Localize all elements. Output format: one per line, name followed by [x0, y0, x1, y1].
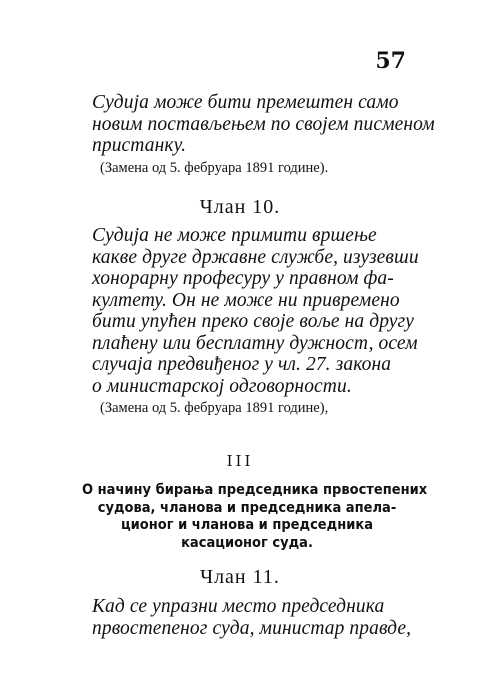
article-11-heading: Члан 11.: [200, 566, 280, 588]
article-11-body: [92, 596, 414, 639]
section-title-line: О начину бирања председника првостепених: [82, 482, 428, 498]
text-line: случаја предвиђеног у чл. 27. закона: [92, 354, 392, 375]
text-line: Судија не може примити вршење: [92, 225, 377, 246]
section-title-line: ционог и чланова и председника: [120, 517, 373, 533]
text-line: хонорарну професуру у правном фа-: [92, 268, 394, 289]
text-line: о министарској одговорности.: [92, 375, 352, 397]
page-number: 57: [375, 48, 406, 74]
section-numeral: III: [226, 452, 254, 470]
amendment-note-1: (Замена од 5. фебруара 1891 године).: [100, 160, 329, 176]
text-line: бити упућен преко своје воље на другу: [92, 311, 415, 332]
text-line: пристанку.: [92, 135, 187, 156]
article-10-body: [92, 225, 419, 397]
section-title-line: касационог суда.: [181, 534, 313, 551]
text-line: плаћену или бесплатну дужност, осем: [92, 332, 418, 354]
section-title-line: судова, чланова и председника апела-: [97, 499, 397, 516]
text-line: какве друге државне службе, изузевши: [92, 246, 419, 268]
text-line: Судија може бити премештен само: [92, 92, 399, 113]
amendment-note-2: (Замена од 5. фебруара 1891 године),: [100, 400, 329, 416]
text-line: Кад се упразни место председника: [92, 596, 385, 617]
section-title: [82, 482, 428, 552]
text-line: првостепеног суда, министар правде,: [92, 617, 412, 639]
text-line: новим постављењем по своjем писменом: [92, 113, 435, 135]
article-10-heading: Члан 10.: [199, 196, 281, 218]
paragraph-1: [92, 92, 435, 157]
text-line: култету. Он не може ни привремено: [92, 289, 400, 311]
